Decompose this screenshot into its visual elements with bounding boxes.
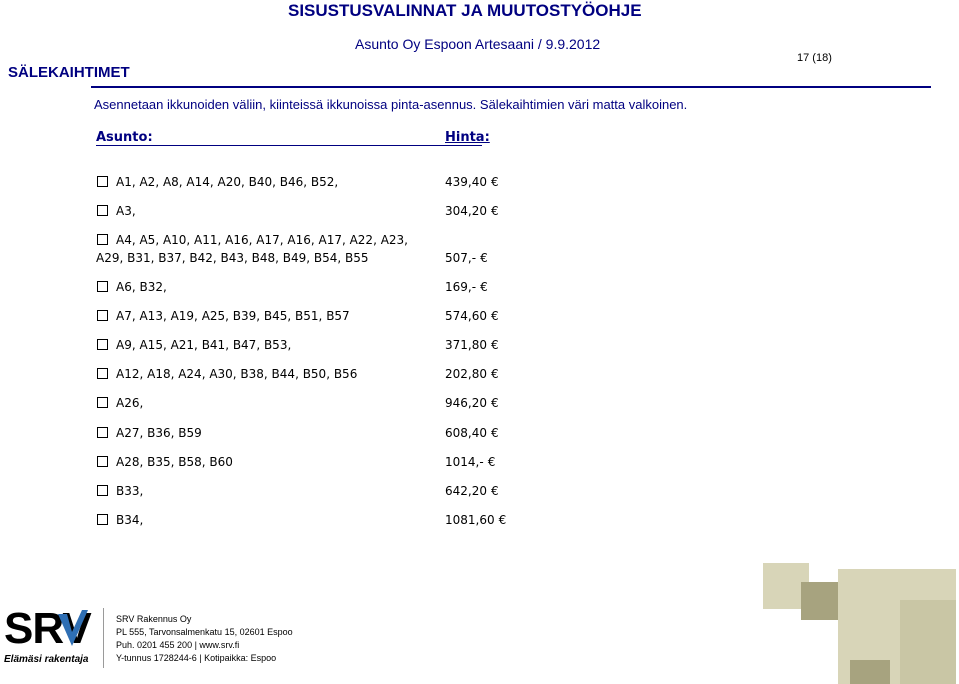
row-apartments: A26, bbox=[116, 396, 144, 410]
currency-symbol: € bbox=[491, 484, 499, 498]
row-apartments: B34, bbox=[116, 513, 144, 527]
row-checkbox[interactable] bbox=[97, 485, 108, 496]
currency-symbol: € bbox=[491, 309, 499, 323]
row-checkbox[interactable] bbox=[97, 514, 108, 525]
row-price-value: 202,80 bbox=[445, 367, 487, 381]
footer-company: SRV Rakennus Oy bbox=[116, 614, 192, 624]
row-price bbox=[445, 367, 499, 381]
row-checkbox[interactable] bbox=[97, 456, 108, 467]
row-price bbox=[445, 513, 506, 527]
intro-text: Asennetaan ikkunoiden väliin, kiinteissä ikkunoissa pinta-asennus. Sälekaihtimien väri matta valkoinen. bbox=[94, 97, 688, 112]
row-apartments: A4, A5, A10, A11, A16, A17, A16, A17, A22, A23, bbox=[116, 233, 408, 247]
column-header-underline bbox=[96, 145, 482, 146]
row-price bbox=[445, 338, 499, 352]
footer-ids: Y-tunnus 1728244-6 | Kotipaikka: Espoo bbox=[116, 653, 277, 663]
row-apartments-continued: A29, B31, B37, B42, B43, B48, B49, B54, B55 bbox=[96, 251, 369, 265]
row-checkbox[interactable] bbox=[97, 205, 108, 216]
decor-tile bbox=[900, 600, 956, 684]
footer-divider bbox=[103, 608, 104, 668]
row-price-value: 304,20 bbox=[445, 204, 487, 218]
column-header-apartment: Asunto: bbox=[96, 130, 153, 145]
row-price-value: 507,- bbox=[445, 251, 477, 265]
row-checkbox[interactable] bbox=[97, 368, 108, 379]
row-price-value: 169,- bbox=[445, 280, 477, 294]
row-checkbox[interactable] bbox=[97, 176, 108, 187]
currency-symbol: € bbox=[487, 455, 496, 469]
row-price bbox=[445, 426, 499, 440]
currency-symbol: € bbox=[491, 367, 499, 381]
row-price bbox=[445, 204, 499, 218]
row-checkbox[interactable] bbox=[97, 427, 108, 438]
row-price-value: 608,40 bbox=[445, 426, 487, 440]
row-apartments: A9, A15, A21, B41, B47, B53, bbox=[116, 338, 292, 352]
section-title: SÄLEKAIHTIMET bbox=[8, 64, 130, 81]
page-number: 17 (18) bbox=[797, 52, 832, 64]
row-price bbox=[445, 280, 488, 294]
currency-symbol: € bbox=[491, 175, 499, 189]
row-price-value: 574,60 bbox=[445, 309, 487, 323]
row-checkbox[interactable] bbox=[97, 234, 108, 245]
row-checkbox[interactable] bbox=[97, 310, 108, 321]
row-price-value: 1014,- bbox=[445, 455, 484, 469]
document-subtitle: Asunto Oy Espoon Artesaani / 9.9.2012 bbox=[355, 36, 601, 52]
row-apartments: B33, bbox=[116, 484, 144, 498]
currency-symbol: € bbox=[498, 513, 507, 527]
currency-symbol: € bbox=[480, 280, 488, 294]
currency-symbol: € bbox=[491, 338, 499, 352]
currency-symbol: € bbox=[491, 396, 499, 410]
currency-symbol: € bbox=[491, 426, 499, 440]
decor-tile bbox=[850, 660, 890, 684]
column-header-price: Hinta: bbox=[445, 130, 490, 145]
document-title: SISUSTUSVALINNAT JA MUUTOSTYÖOHJE bbox=[288, 1, 642, 20]
row-checkbox[interactable] bbox=[97, 339, 108, 350]
row-price-value: 642,20 bbox=[445, 484, 487, 498]
decor-tile bbox=[801, 582, 839, 620]
row-price bbox=[445, 484, 499, 498]
row-checkbox[interactable] bbox=[97, 281, 108, 292]
row-apartments: A27, B36, B59 bbox=[116, 426, 202, 440]
row-apartments: A12, A18, A24, A30, B38, B44, B50, B56 bbox=[116, 367, 358, 381]
logo-wordmark: SRV bbox=[4, 604, 91, 653]
row-price bbox=[445, 455, 495, 469]
header-divider bbox=[91, 86, 931, 88]
row-price bbox=[445, 396, 499, 410]
row-price-value: 946,20 bbox=[445, 396, 487, 410]
footer-address: PL 555, Tarvonsalmenkatu 15, 02601 Espoo bbox=[116, 627, 293, 637]
row-checkbox[interactable] bbox=[97, 397, 108, 408]
row-price bbox=[445, 309, 499, 323]
currency-symbol: € bbox=[491, 204, 499, 218]
row-price-value: 371,80 bbox=[445, 338, 487, 352]
row-price-value: 439,40 bbox=[445, 175, 487, 189]
logo-slogan: Elämäsi rakentaja bbox=[4, 654, 89, 665]
footer-contact: Puh. 0201 455 200 | www.srv.fi bbox=[116, 640, 240, 650]
row-apartments: A7, A13, A19, A25, B39, B45, B51, B57 bbox=[116, 309, 350, 323]
row-apartments: A28, B35, B58, B60 bbox=[116, 455, 233, 469]
logo-check-icon bbox=[58, 610, 88, 646]
row-apartments: A1, A2, A8, A14, A20, B40, B46, B52, bbox=[116, 175, 339, 189]
currency-symbol: € bbox=[480, 251, 488, 265]
row-apartments: A3, bbox=[116, 204, 136, 218]
row-price bbox=[445, 251, 488, 265]
row-price-value: 1081,60 bbox=[445, 513, 495, 527]
row-apartments: A6, B32, bbox=[116, 280, 167, 294]
row-price bbox=[445, 175, 499, 189]
